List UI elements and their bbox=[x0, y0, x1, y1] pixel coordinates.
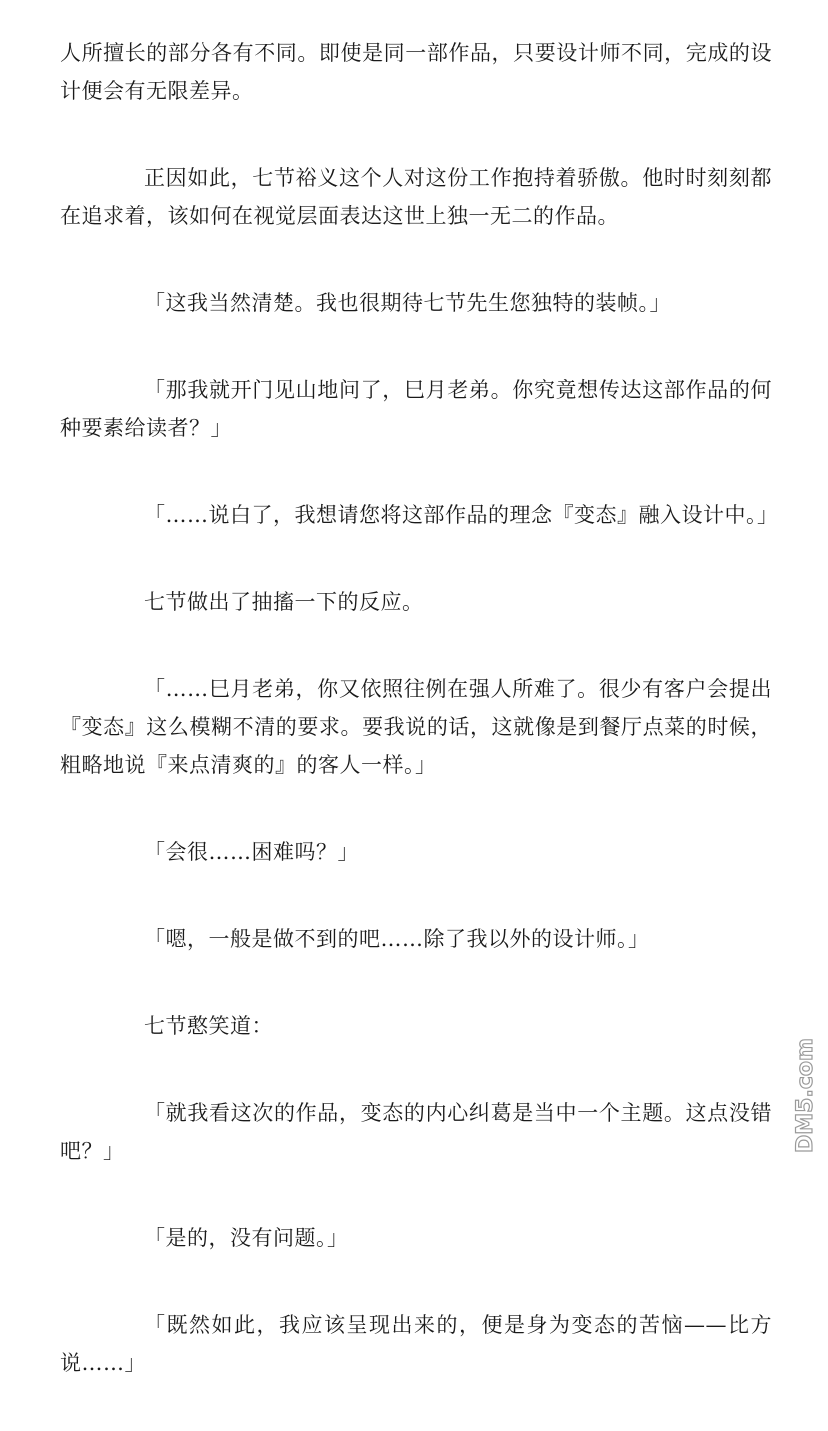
paragraph: 「嗯，一般是做不到的吧……除了我以外的设计师。」 bbox=[144, 927, 650, 951]
paragraph: 人所擅长的部分各有不同。即使是同一部作品，只要设计师不同，完成的设计便会有无限差异。 bbox=[60, 41, 772, 103]
paragraph: 「是的，没有问题。」 bbox=[144, 1226, 349, 1250]
paragraph: 正因如此，七节裕义这个人对这份工作抱持着骄傲。他时时刻刻都在追求着，该如何在视觉层面表达这世上独一无二的作品。 bbox=[60, 166, 772, 228]
paragraph: 「既然如此，我应该呈现出来的，便是身为变态的苦恼——比方说……」 bbox=[60, 1313, 772, 1375]
document-page bbox=[60, 34, 779, 1431]
paragraph: 「……巳月老弟，你又依照往例在强人所难了。很少有客户会提出『变态』这么模糊不清的要求。要我说的话，这就像是到餐厅点菜的时候，粗略地说『来点清爽的』的客人一样。」 bbox=[60, 677, 772, 777]
paragraph: 「就我看这次的作品，变态的内心纠葛是当中一个主题。这点没错吧？」 bbox=[60, 1101, 772, 1163]
watermark-text: DM5.com bbox=[793, 1038, 818, 1153]
paragraph: 七节憨笑道： bbox=[144, 1014, 273, 1038]
paragraph: 「会很……困难吗？」 bbox=[144, 840, 359, 864]
watermark-logo bbox=[792, 1015, 822, 1155]
paragraph: 「这我当然清楚。我也很期待七节先生您独特的装帧。」 bbox=[144, 291, 671, 315]
paragraph: 七节做出了抽搐一下的反应。 bbox=[144, 590, 424, 614]
paragraph: 「……说白了，我想请您将这部作品的理念『变态』融入设计中。」 bbox=[144, 503, 779, 527]
paragraph: 「那我就开门见山地问了，巳月老弟。你究竟想传达这部作品的何种要素给读者？」 bbox=[60, 378, 772, 440]
